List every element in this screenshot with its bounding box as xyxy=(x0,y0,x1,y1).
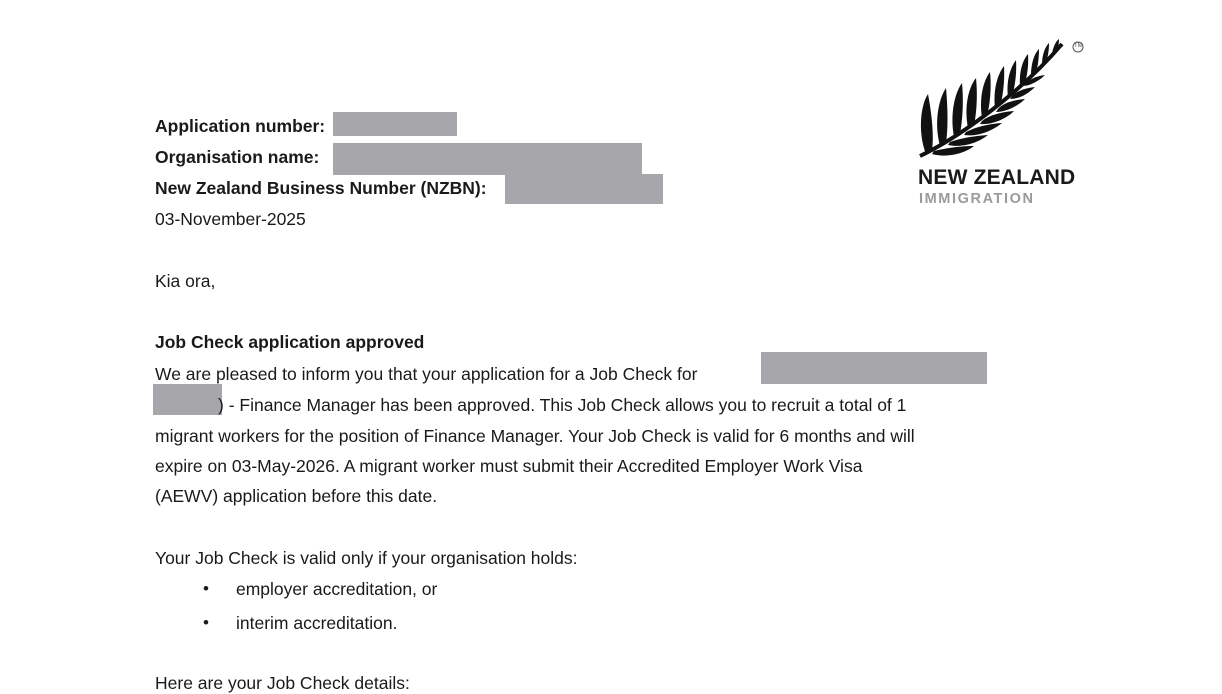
paragraph-line-3: migrant workers for the position of Finance Manager. Your Job Check is valid for 6 months and will xyxy=(155,426,915,446)
paragraph-line-2: ) - Finance Manager has been approved. This Job Check allows you to recruit a total of 1 xyxy=(218,395,907,415)
paragraph-line-1: We are pleased to inform you that your application for a Job Check for xyxy=(155,364,698,384)
validity-item-1: employer accreditation, or xyxy=(236,579,438,599)
paragraph-line-5: (AEWV) application before this date. xyxy=(155,486,438,506)
job-reference-redacted xyxy=(153,384,222,415)
nzbn-label: New Zealand Business Number (NZBN): xyxy=(155,178,487,198)
letter-date: 03-November-2025 xyxy=(155,209,306,229)
application-number-redacted xyxy=(333,112,457,136)
application-number-label: Application number: xyxy=(155,116,326,136)
logo-immigration-text: IMMIGRATION xyxy=(919,191,1035,207)
paragraph-line-4: expire on 03-May-2026. A migrant worker must submit their Accredited Employer Work Visa xyxy=(155,456,863,476)
logo-new-zealand-text: NEW ZEALAND xyxy=(918,166,1076,189)
applicant-name-redacted xyxy=(761,352,987,384)
organisation-name-label: Organisation name: xyxy=(155,147,320,167)
validity-intro: Your Job Check is valid only if your organisation holds: xyxy=(155,548,578,568)
details-intro: Here are your Job Check details: xyxy=(155,673,410,693)
organisation-name-redacted xyxy=(333,143,642,175)
nzbn-redacted xyxy=(505,174,663,204)
greeting: Kia ora, xyxy=(155,271,216,291)
trademark-mark: TM xyxy=(1074,43,1083,49)
bullet-icon: • xyxy=(203,613,209,632)
bullet-icon: • xyxy=(203,579,209,598)
validity-item-2: interim accreditation. xyxy=(236,613,398,633)
approval-heading: Job Check application approved xyxy=(155,332,425,352)
